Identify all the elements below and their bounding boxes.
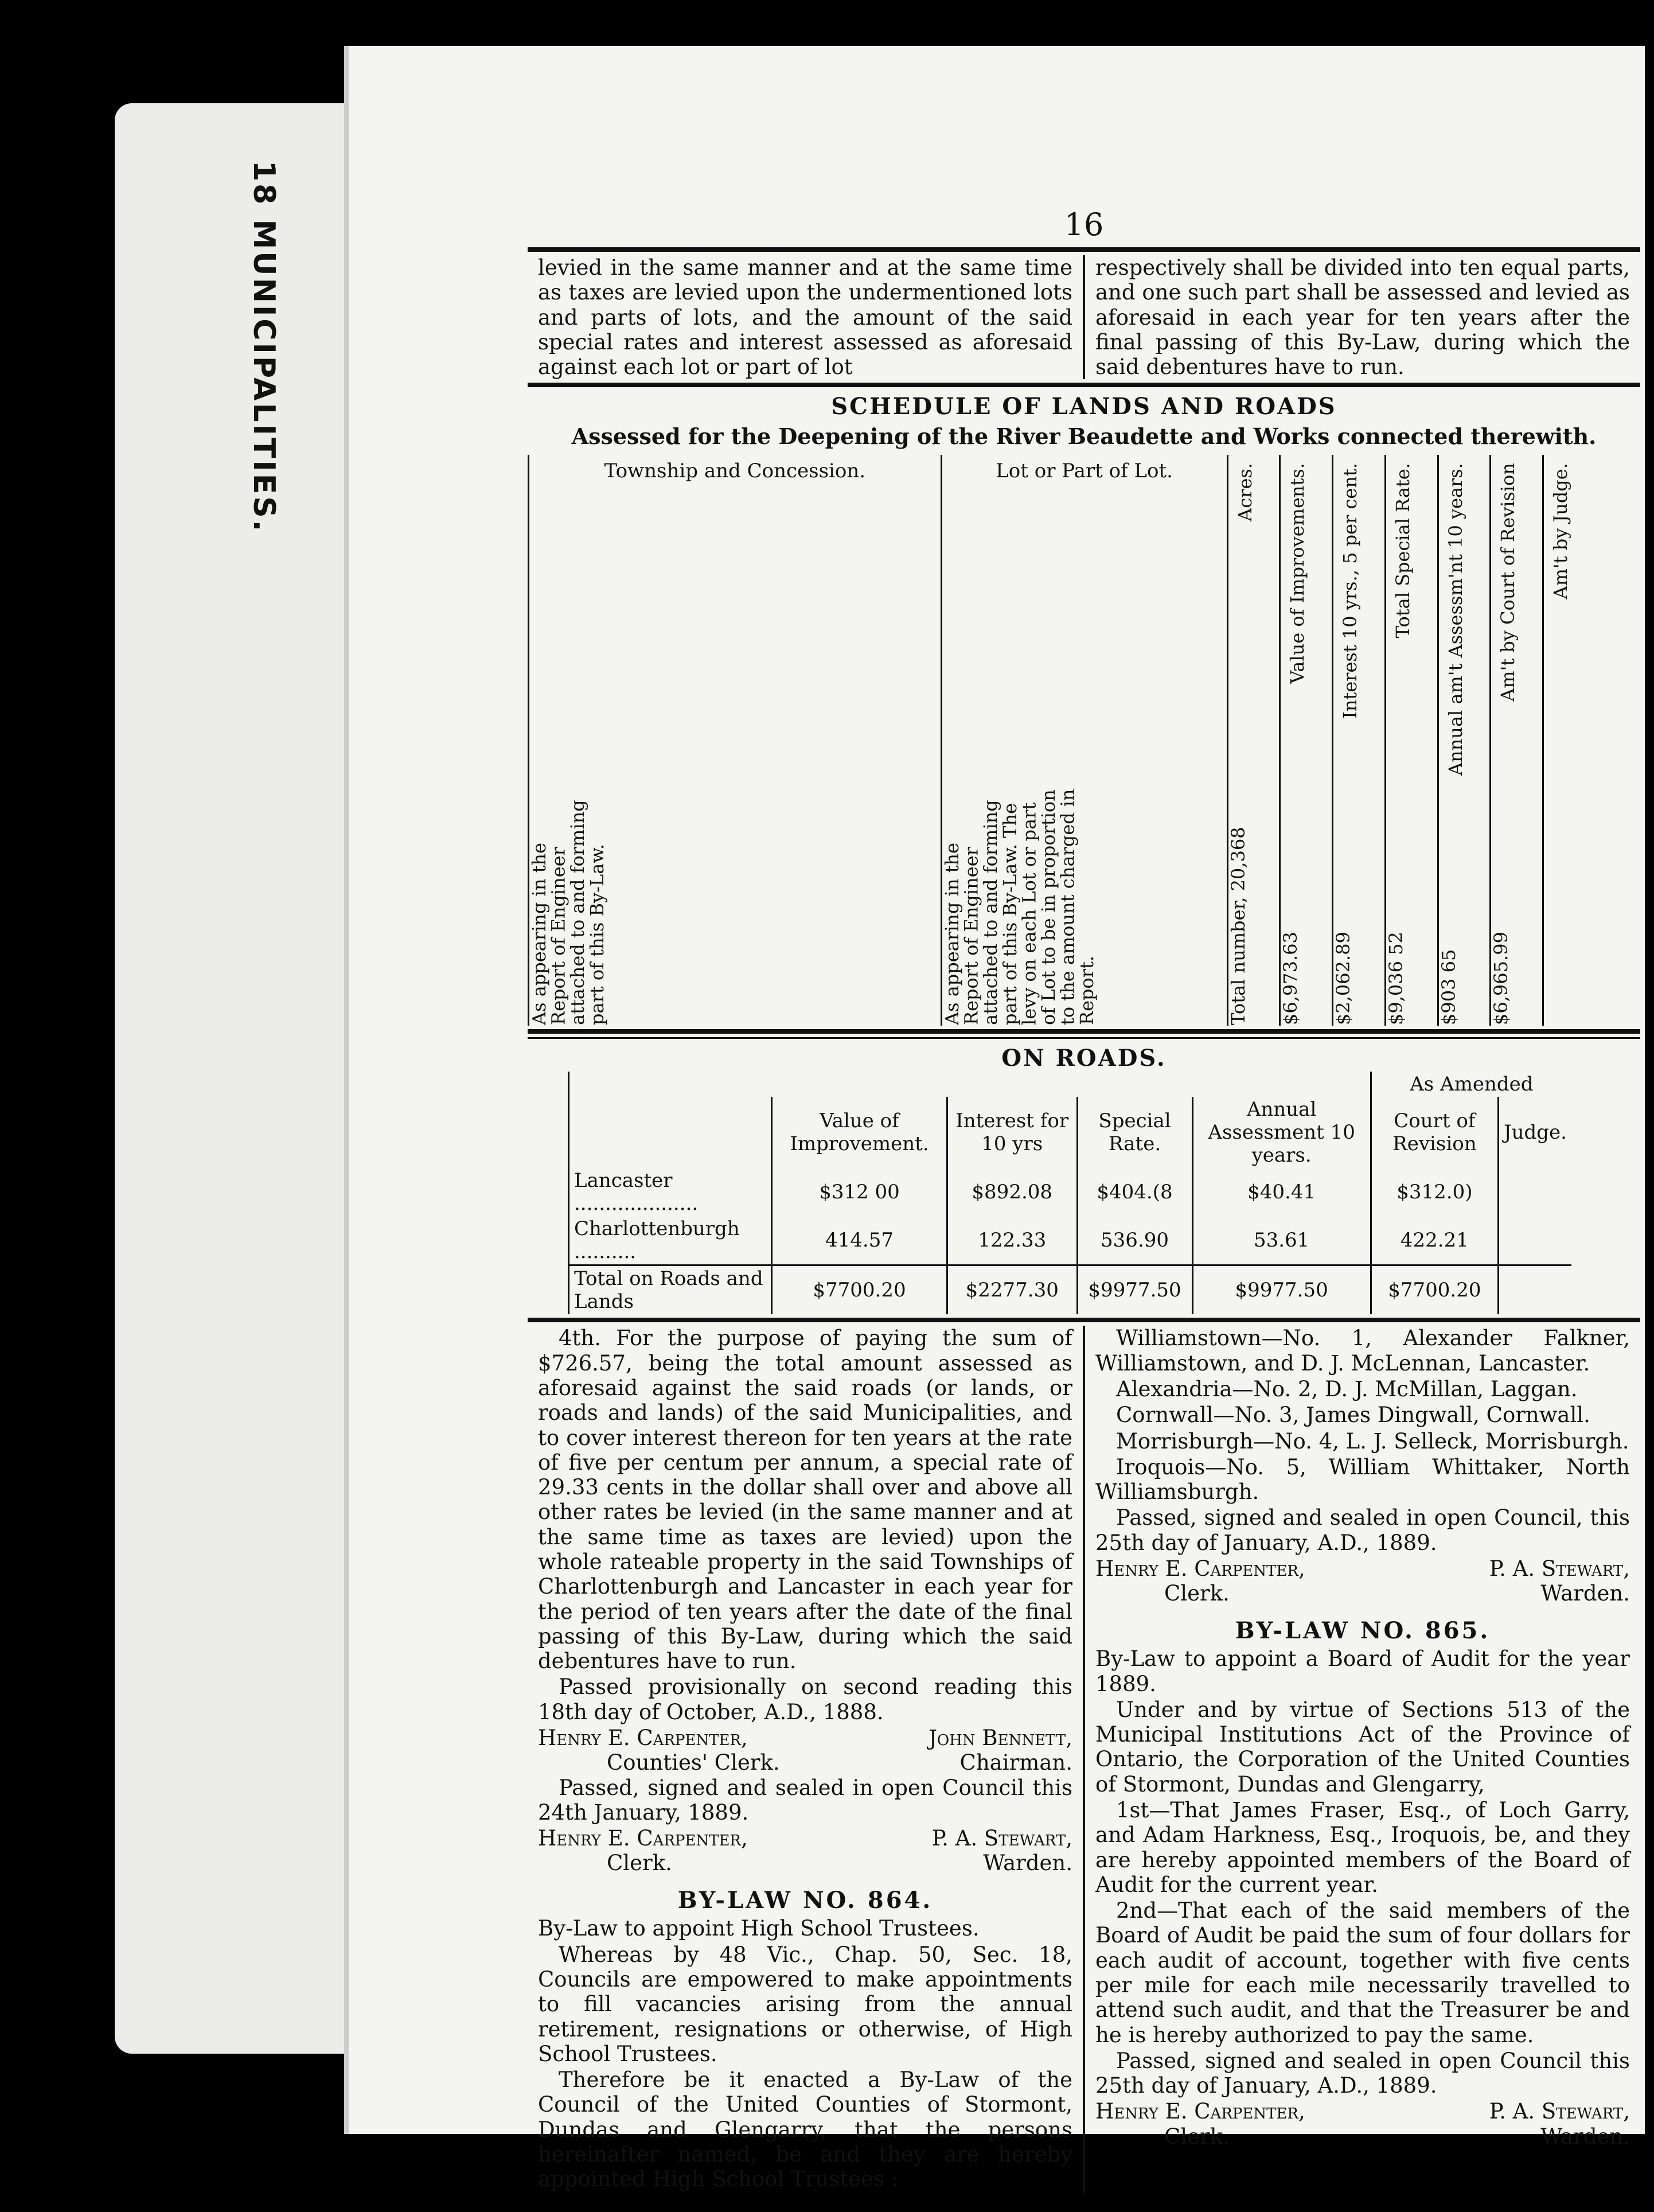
bylaw-subtitle: By-Law to appoint High School Trustees.	[538, 1916, 980, 1941]
trustee-entry: Cornwall—No. 3, James Dingwall, Cornwall.	[1116, 1403, 1590, 1428]
roads-header-row	[569, 1097, 1572, 1168]
road-cell: $892.08	[947, 1168, 1077, 1216]
back-page	[115, 103, 356, 2054]
schedule-row	[529, 784, 1595, 1026]
roads-header	[569, 1097, 772, 1168]
top-right-text: respectively shall be divided into ten equal parts, and one such part shall be assessed and levied as aforesaid in each year for ten years after the final passing of this By-Law, during which the said debentures have to run.	[1083, 255, 1640, 379]
cell-interest: $2,062.89	[1333, 784, 1386, 1026]
signature-title: Chairman.	[959, 1750, 1072, 1775]
roads-table	[568, 1072, 1571, 1314]
signature-title: Clerk.	[1164, 2124, 1230, 2149]
schedule-table	[528, 455, 1594, 1026]
top-left-text: levied in the same manner and at the same time as taxes are levied upon the undermentioned lots and parts of lots, and the amount of the said special rates and interest assessed as aforesaid against each lot or part of lot	[538, 255, 1072, 380]
signature-titles	[538, 1851, 1072, 1875]
divider	[528, 383, 1640, 387]
paragraph: 1st—That James Fraser, Esq., of Loch Garry, and Adam Harkness, Esq., Iroquois, be, and they are hereby appointed members of the Board of Audit for the current year.	[1095, 1798, 1630, 1897]
signature-titles	[1095, 2124, 1630, 2149]
road-cell: 536.90	[1077, 1216, 1192, 1265]
cell-judge	[1543, 784, 1595, 1026]
divider	[528, 1318, 1640, 1322]
schedule-title: SCHEDULE OF LANDS AND ROADS	[831, 393, 1337, 420]
road-cell	[1498, 1216, 1571, 1265]
cell-acres: Total number, 20,368	[1227, 784, 1280, 1026]
paragraph: Passed, signed and sealed in open Council this 25th day of January, A.D., 1889.	[1095, 2048, 1630, 2098]
signature-name: Henry E. Carpenter,	[538, 1725, 748, 1750]
signature-title: Warden.	[983, 1851, 1072, 1876]
trustee-entry: Iroquois—No. 5, William Whittaker, North Williamsburgh.	[1095, 1454, 1630, 1505]
header-value: Value of Improvements.	[1280, 455, 1333, 784]
bylaw-subtitle: By-Law to appoint a Board of Audit for the year 1889.	[1095, 1646, 1630, 1696]
left-column	[528, 1326, 1083, 2192]
bylaw-865-title: BY-LAW NO. 865.	[1235, 1617, 1491, 1644]
header-total: Total Special Rate.	[1385, 455, 1438, 784]
trustee-entry: Williamstown—No. 1, Alexander Falkner, Williamstown, and D. J. McLennan, Lancaster.	[1095, 1326, 1630, 1376]
road-cell: $40.41	[1192, 1168, 1371, 1216]
road-cell: 414.57	[772, 1216, 947, 1265]
total-cell: $9977.50	[1192, 1265, 1371, 1315]
cell-annual: $903 65	[1438, 784, 1491, 1026]
road-cell: $312.0)	[1371, 1168, 1498, 1216]
cell-court: $6,965.99	[1491, 784, 1543, 1026]
signature-title: Clerk.	[607, 1851, 672, 1876]
paragraph: 4th. For the purpose of paying the sum of $726.57, being the total amount assessed as aforesaid against the said roads (or lands, or roads and lands) of the said Municipalities, and to cover interest thereon for ten years at the rate of five per centum per annum, a special rate of 29.33 cents in the dollar shall over and above all other rates be levied (in the same manner and at the same time as taxes are levied) upon the whole rateable property in the said Townships of Charlottenburgh and Lancaster in each year for the period of ten years after the date of the final passing of this By-Law, during which the said debentures have to run.	[538, 1326, 1072, 1674]
signature-titles	[1095, 1581, 1630, 1606]
signature-name: P. A. Stewart,	[1489, 2099, 1630, 2124]
road-cell: 422.21	[1371, 1216, 1498, 1265]
paragraph: Passed provisionally on second reading this 18th day of October, A.D., 1888.	[538, 1674, 1072, 1724]
roads-header: Special Rate.	[1077, 1097, 1192, 1168]
header-court: Am't by Court of Revision	[1491, 455, 1543, 784]
paragraph: Whereas by 48 Vic., Chap. 50, Sec. 18, Councils are empowered to make appointments to fill vacancies arising from the annual retirement, resignations or otherwise, of High School Trustees.	[538, 1942, 1072, 2066]
signature-name: Henry E. Carpenter,	[1095, 1556, 1305, 1581]
total-cell: $9977.50	[1077, 1265, 1192, 1315]
road-place: Lancaster ....................	[569, 1168, 772, 1216]
roads-as-amended: As Amended	[1371, 1072, 1571, 1097]
total-cell	[1498, 1265, 1571, 1315]
table-row	[569, 1168, 1572, 1216]
schedule-header-row	[529, 455, 1595, 784]
signature-title: Warden.	[1540, 2124, 1630, 2149]
signature-block	[1095, 2099, 1630, 2124]
cell-township: As appearing in the Report of Engineer attached to and forming part of this By-Law.	[529, 784, 942, 1026]
road-cell: 53.61	[1192, 1216, 1371, 1265]
cell-value: $6,973.63	[1280, 784, 1333, 1026]
total-cell: $7700.20	[772, 1265, 947, 1315]
page-content	[528, 207, 1640, 2193]
header-annual: Annual am't Assessm'nt 10 years.	[1438, 455, 1491, 784]
roads-title: ON ROADS.	[1001, 1045, 1167, 1072]
roads-header-spacer	[569, 1072, 1371, 1097]
signature-block	[538, 1826, 1072, 1851]
roads-amended-row	[569, 1072, 1572, 1097]
divider	[528, 247, 1640, 252]
signature-name: Henry E. Carpenter,	[538, 1826, 748, 1851]
signature-titles	[538, 1750, 1072, 1775]
cell-lot: As appearing in the Report of Engineer attached to and forming part of this By-Law. The levy on each Lot or part of Lot to be in proportion to the amount charged in Report.	[941, 784, 1227, 1026]
road-cell: $404.(8	[1077, 1168, 1192, 1216]
table-row	[569, 1216, 1572, 1265]
signature-name: P. A. Stewart,	[931, 1826, 1072, 1851]
signature-block	[538, 1726, 1072, 1750]
paragraph: Under and by virtue of Sections 513 of the Municipal Institutions Act of the Province of Ontario, the Corporation of the United Counties of Stormont, Dundas and Glengarry,	[1095, 1697, 1630, 1797]
road-cell	[1498, 1168, 1571, 1216]
right-column	[1083, 1326, 1640, 2192]
body-columns	[528, 1326, 1640, 2192]
trustee-entry: Morrisburgh—No. 4, L. J. Selleck, Morrisburgh.	[1116, 1428, 1629, 1454]
header-acres: Acres.	[1227, 455, 1280, 784]
signature-title: Warden.	[1540, 1581, 1630, 1606]
roads-header: Court of Revision	[1371, 1097, 1498, 1168]
roads-header: Judge.	[1498, 1097, 1571, 1168]
paragraph: Passed, signed and sealed in open Council, this 25th day of January, A.D., 1889.	[1095, 1505, 1630, 1555]
roads-header: Value of Improvement.	[772, 1097, 947, 1168]
divider	[528, 1037, 1640, 1039]
signature-title: Counties' Clerk.	[607, 1750, 780, 1775]
road-cell: 122.33	[947, 1216, 1077, 1265]
bylaw-864-title: BY-LAW NO. 864.	[677, 1886, 933, 1914]
header-township: Township and Concession.	[529, 455, 942, 784]
road-place: Charlottenburgh ..........	[569, 1216, 772, 1265]
total-row	[569, 1265, 1572, 1315]
signature-name: John Bennett,	[929, 1725, 1072, 1750]
spine-label: 18 MUNICIPALITIES.	[247, 161, 281, 534]
schedule-subtitle: Assessed for the Deepening of the River Beaudette and Works connected therewith.	[571, 423, 1597, 450]
paragraph: Passed, signed and sealed in open Council this 24th January, 1889.	[538, 1775, 1072, 1825]
total-cell: $2277.30	[947, 1265, 1077, 1315]
signature-block	[1095, 1556, 1630, 1581]
roads-header: Annual Assessment 10 years.	[1192, 1097, 1371, 1168]
cell-total: $9,036 52	[1385, 784, 1438, 1026]
top-continuation	[528, 255, 1640, 379]
paragraph: Therefore be it enacted a By-Law of the Council of the United Counties of Stormont, Dundas and Glengarry, that the persons hereinafter named, be and they are hereby appointed High School Trustees :	[538, 2067, 1072, 2192]
page-number: 16	[1064, 207, 1104, 243]
total-cell: $7700.20	[1371, 1265, 1498, 1315]
divider	[528, 1029, 1640, 1034]
trustee-entry: Alexandria—No. 2, D. J. McMillan, Laggan.	[1116, 1377, 1578, 1402]
header-lot: Lot or Part of Lot.	[941, 455, 1227, 784]
header-judge: Am't by Judge.	[1543, 455, 1595, 784]
road-cell: $312 00	[772, 1168, 947, 1216]
roads-header: Interest for 10 yrs	[947, 1097, 1077, 1168]
signature-name: Henry E. Carpenter,	[1095, 2099, 1305, 2124]
signature-name: P. A. Stewart,	[1489, 1556, 1630, 1581]
total-label: Total on Roads and Lands	[569, 1265, 772, 1315]
signature-title: Clerk.	[1164, 1581, 1230, 1606]
header-interest: Interest 10 yrs., 5 per cent.	[1333, 455, 1386, 784]
paragraph: 2nd—That each of the said members of the Board of Audit be paid the sum of four dollars for each audit of account, together with five cents per mile for each mile necessarily travelled to attend such audit, and that the Treasurer be and he is hereby authorized to pay the same.	[1095, 1898, 1630, 2047]
